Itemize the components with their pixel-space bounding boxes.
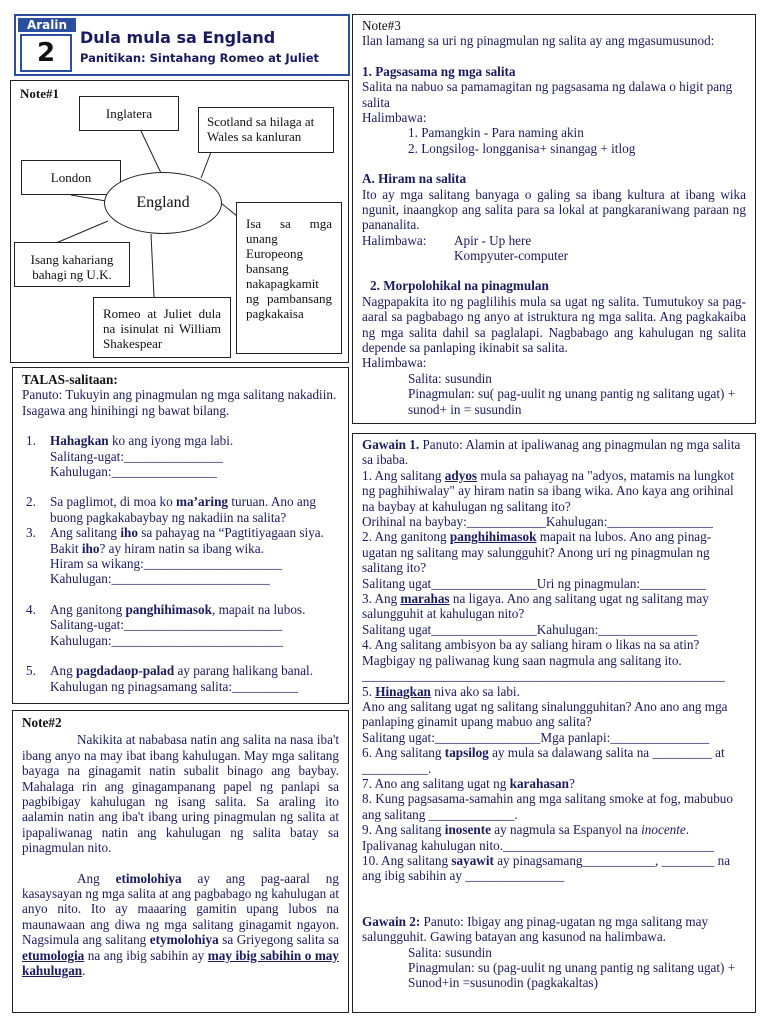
- pagsasama-example-2: 2. Longsilog- longganisa+ sinangag + itlog: [408, 140, 636, 156]
- q-text: 6. Ang salitang: [362, 745, 445, 761]
- pagsasama-desc: Salita na nabuo sa pamamagitan ng pagsasama ng dalawa o higit pang salita: [362, 79, 733, 110]
- talas-item-5: [22, 663, 339, 694]
- line-romeo: [151, 234, 154, 297]
- pagsasama-example-1: 1. Pamangkin - Para naming akin: [408, 125, 584, 141]
- q-text: 1. Ang salitang: [362, 467, 445, 483]
- q5-answer-blank: Salitang ugat:________________Mga panlapi:_______________: [362, 729, 710, 745]
- england-center-node: England: [104, 172, 222, 234]
- blank-salitang-ugat: Salitang-ugat:_______________: [50, 448, 223, 464]
- p-text: ay ang pag-aaral ng kasaysayan ng mga salita at ang pagbabago ng kahulugan at anyo nito. Ito ay maaaring gamitin upang lubos na maunawaan ang diwa ng mga salitang ginagamit ngayon. Nagsimula ang salitang: [22, 870, 339, 948]
- word-tapsilog: tapsilog: [444, 745, 489, 761]
- hiram-example-row-1: [362, 233, 746, 248]
- item-number: 2.: [26, 494, 36, 510]
- blank-kahulugan: Kahulugan:__________________________: [50, 632, 283, 648]
- word-etimolohiya: etimolohiya: [115, 870, 182, 886]
- lesson-header: [14, 14, 350, 76]
- q-text: niva ako sa labi.: [430, 683, 520, 699]
- item-text: ay parang halikang banal.: [174, 663, 314, 679]
- q-text: 7. Ano ang salitang ugat ng: [362, 775, 510, 791]
- note3-section: [352, 14, 756, 424]
- lesson-subtitle: Panitikan: Sintahang Romeo at Juliet: [80, 51, 320, 65]
- q4-text: 4. Ang salitang ambisyon ba ay saliang hiram o likas na sa atin? Magbigay ng paliwanag kung saan nagmula ang salitang ito.: [362, 637, 700, 668]
- gawain1-panuto: Panuto: Alamin at ipaliwanag ang pinagmulan ng mga salita sa ibaba.: [362, 437, 741, 468]
- item-text: turuan. Ano ang buong pagkakabaybay ng nakadiin na salita?: [50, 494, 316, 525]
- item-number: 3.: [26, 525, 36, 541]
- q3-answer-blank: Salitang ugat________________Kahulugan:_______________: [362, 621, 698, 637]
- q1-answer-blank: Orihinal na baybay:____________Kahulugan:________________: [362, 514, 713, 530]
- talas-panuto: Panuto: Tukuyin ang pinagmulan ng mga salitang nakadiin. Isagawa ang hinihingi ng bawat bilang.: [22, 387, 337, 418]
- q9-answer-blank: Ipalivanag kahulugan nito.________________________________: [362, 837, 714, 853]
- halimbawa-label: Halimbawa:: [362, 355, 427, 371]
- q-text: 3. Ang: [362, 591, 401, 607]
- heading-hiram: A. Hiram na salita: [362, 171, 467, 187]
- halimbawa-label: Halimbawa:: [362, 110, 427, 126]
- item-text: Ang ganitong: [50, 601, 126, 617]
- heading-pagsasama: 1. Pagsasama ng mga salita: [362, 63, 516, 79]
- gawain2-panuto: Panuto: Ibigay ang pinag-ugatan ng mga salitang may salungguhit. Gawing batayan ang kasunod na halimbawa.: [362, 913, 709, 945]
- word-maaring: ma’aring: [176, 494, 229, 510]
- morpolohikal-example-2: Pinagmulan: su( pag-uulit ng unang pantig ng salitang ugat) + sunod+ in = susundin: [408, 386, 736, 417]
- item-text: ? ay hiram natin sa ibang wika.: [99, 540, 264, 556]
- q-text: 5.: [362, 683, 376, 699]
- gawain2-example-3: Sunod+in =susunodin (pagkakaltas): [408, 975, 598, 991]
- p-text: sa Griyegong salita sa: [218, 932, 339, 948]
- note3-label: Note#3: [362, 18, 401, 33]
- talas-item-1: [22, 433, 339, 479]
- talas-item-4: [22, 602, 339, 648]
- word-may-ibig-sabihin: may ibig sabihin o may kahulugan: [22, 947, 339, 979]
- talas-item-2: [22, 494, 339, 525]
- box-scotland: Scotland sa hilaga at Wales sa kanluran: [198, 107, 334, 153]
- item-text: , mapait na lubos.: [211, 601, 306, 617]
- box-kaharian: Isang kahariang bahagi ng U.K.: [14, 242, 130, 287]
- note2-paragraph-2: [22, 871, 339, 979]
- p-text: Ang: [77, 870, 116, 886]
- word-iho-2: iho: [81, 540, 100, 556]
- q-text: .: [685, 822, 690, 838]
- note1-diagram: [10, 80, 349, 363]
- hiram-example-1: Apir - Up here: [454, 232, 532, 248]
- word-panghihimasok: panghihimasok: [125, 601, 212, 617]
- note2-paragraph-1: Nakikita at nababasa natin ang salita na nasa iba't ibang anyo na may ibat ibang kahulugan. May mga salitang bayaga na ginagamit natin subalit binago ang baybay. Mahalaga rin ang ginagampanang papel ng panlapi sa pagbibigay kahulugan ng isang salita. Sa araling ito aalamin natin ang iba't ibang uring pinagmulan ng salita at ipapaliwanag natin ang kahulugan ng salita batay sa pinagmulan nito.: [22, 732, 339, 856]
- q-text: 9. Ang salitang: [362, 822, 445, 838]
- gawain2-title: Gawain 2:: [362, 913, 421, 929]
- note2-label: Note#2: [22, 715, 62, 730]
- word-etumologia: etumologia: [22, 947, 85, 963]
- item-number: 1.: [26, 433, 36, 449]
- box-inglatera: Inglatera: [79, 96, 179, 131]
- q-text: ay nagmula sa Espanyol na: [490, 822, 642, 838]
- halimbawa-label: Halimbawa:: [362, 232, 427, 248]
- q8-text: 8. Kung pagsasama-samahin ang mga salitang smoke at fog, mabubuo ang salitang _____________.: [362, 791, 733, 822]
- word-iho: iho: [120, 525, 138, 541]
- box-romeo-juliet: Romeo at Juliet dula na isinulat ni William Shakespear: [93, 297, 231, 358]
- line-isa: [221, 203, 237, 216]
- talas-item-3: [22, 525, 339, 587]
- word-inosente: inosente: [444, 822, 491, 838]
- item-text: Ang: [50, 663, 77, 679]
- item-text: Sa paglimot, di moa ko: [50, 494, 177, 510]
- word-panghihimasok: panghihimasok: [449, 529, 537, 545]
- q-text: na ligaya. Ano ang salitang ugat ng salitang may salungguhit at kahulugan nito?: [362, 591, 709, 622]
- gawain1-title: Gawain 1.: [362, 437, 420, 452]
- morpolohikal-example-1: Salita: susundin: [408, 370, 492, 386]
- word-adyos: adyos: [444, 467, 478, 483]
- morpolohikal-desc: Nagpapakita ito ng paglilihis mula sa ugat ng salita. Tumutukoy sa pag-aaral sa pagbabago ng anyo at istruktura ng mga salita. Ang pagkakaiba ng mga salita dahil sa paglalapi. Nagbabago ang kahulugan ng salita depende sa panlaping ikinabit sa salita.: [362, 293, 746, 355]
- hiram-example-2: Kompyuter-computer: [454, 247, 568, 263]
- item-text: ko ang iyong mga labi.: [108, 433, 234, 449]
- q-text: 2. Ang ganitong: [362, 529, 450, 545]
- talas-title: TALAS-salitaan:: [22, 372, 118, 387]
- blank-kahulugan: Kahulugan:________________: [50, 464, 218, 480]
- note2-section: [12, 710, 349, 1013]
- blank-kahulugan-pinagsama: Kahulugan ng pinagsamang salita:__________: [50, 678, 298, 694]
- line-kaharian: [56, 221, 108, 243]
- item-text: sa pahayag na “Pagtitiyagaan siya. Bakit: [50, 525, 324, 556]
- talas-salitaan-section: [12, 367, 349, 704]
- item-number: 5.: [26, 663, 36, 679]
- gawain2-example-1: Salita: susundin: [408, 944, 492, 960]
- blank-hiram-sa-wikang: Hiram sa wikang:_____________________: [50, 556, 283, 572]
- gawain2-example-2: Pinagmulan: su (pag-uulit ng unang pantig ng salitang ugat) +: [408, 960, 736, 975]
- aralin-number: 2: [20, 34, 72, 72]
- item-number: 4.: [26, 601, 36, 617]
- aralin-label: Aralin: [18, 18, 76, 32]
- word-marahas: marahas: [400, 591, 450, 607]
- q4-answer-line: _______________________________________________________: [362, 668, 725, 684]
- q-text: ay pinagsamang___________, ________ na ang ibig sabihin ay _______________: [362, 852, 731, 884]
- q-text: ?: [568, 775, 575, 791]
- p-text: na ang ibig sabihin ay: [84, 947, 208, 963]
- box-isa-sa-mga-unang: Isa sa mga unang Europeong bansang nakapagkamit ng pambansang pagkakaisa: [236, 202, 342, 354]
- q-text: 10. Ang salitang: [362, 852, 452, 868]
- p-text: .: [82, 963, 86, 979]
- heading-morpolohikal: 2. Morpolohikal na pinagmulan: [370, 278, 549, 294]
- word-hahagkan: Hahagkan: [50, 433, 109, 449]
- word-hinagkan: Hinagkan: [375, 683, 431, 699]
- note3-intro: Ilan lamang sa uri ng pinagmulan ng salita ay ang mgasumusunod:: [362, 33, 715, 49]
- lesson-title: Dula mula sa England: [80, 28, 276, 47]
- blank-salitang-ugat: Salitang-ugat:________________________: [50, 617, 283, 633]
- word-pagdadaop-palad: pagdadaop-palad: [76, 663, 175, 679]
- word-sayawit: sayawit: [451, 852, 494, 868]
- word-karahasan: karahasan: [509, 775, 569, 791]
- gawain-section: [352, 433, 756, 1013]
- q-text: ay mula sa dalawang salita na _________ at __________.: [362, 745, 725, 776]
- note1-label: Note#1: [20, 86, 59, 101]
- blank-kahulugan: Kahulugan:________________________: [50, 571, 270, 587]
- line-inglatera: [141, 131, 161, 173]
- hiram-desc: Ito ay mga salitang banyaga o galing sa ibang kultura at ibang wika ngunit, inaangkop ang salita para sa lokal at pangkaraniwang paraan ng pananalita.: [362, 186, 746, 233]
- line-london: [71, 195, 106, 201]
- word-etymolohiya: etymolohiya: [149, 932, 219, 948]
- q5-text: Ano ang salitang ugat ng salitang sinalungguhitan? Ano ano ang mga panlaping ginamit upang mabuo ang salita?: [362, 698, 728, 730]
- q2-answer-blank: Salitang ugat________________Uri ng pinagmulan:__________: [362, 575, 706, 591]
- q-text: mula sa pahayag na "adyos, matamis na lungkot ng paghihiwalay" ay hiram natin sa ibang wika. Ano kaya ang orihinal na baybay at kahulugan ng salitang ito?: [362, 467, 735, 514]
- box-london: London: [21, 160, 121, 195]
- q-text: mapait na lubos. Ano ang pinag-ugatan ng salitang may salungguhit? Anong uri ng pinagmulan ng salitang ito?: [362, 529, 712, 576]
- item-text: Ang salitang: [50, 525, 121, 541]
- word-inocente: inocente: [641, 822, 686, 838]
